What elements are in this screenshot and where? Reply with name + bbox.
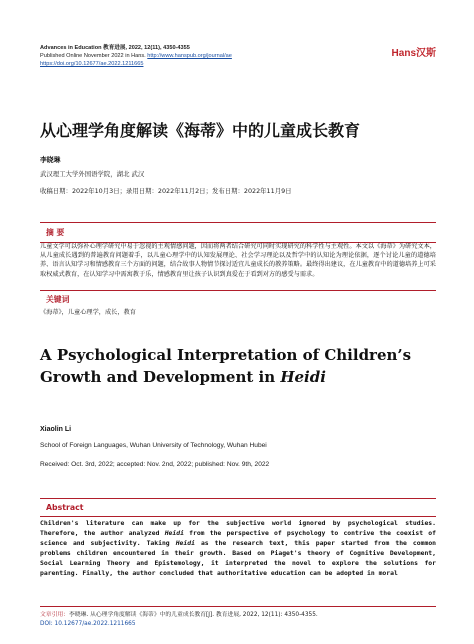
english-abstract: Children's literature can make up for the subjective world ignored by psychological studies. Therefore, the author analyzed Heidi from the perspective of psychology to contrive the coexist of science and subjectivity. Taking Heidi as the research text, this paper started from the common problems children encountered in their growth. Based on Piaget's theory of Cognitive Development, Social Learning Theory and Epistemology, it interpreted the novel to explore the solutions for parenting. Finally, the author concluded that authoritative education can be adopted in moral (40, 519, 437, 577)
english-title: A Psychological Interpretation of Children’s Growth and Development in Heidi (40, 346, 412, 386)
chinese-abstract-heading: 摘 要 (40, 222, 436, 243)
english-dates: Received: Oct. 3rd, 2022; accepted: Nov. 2nd, 2022; published: Nov. 9th, 2022 (40, 461, 270, 468)
journal-issue: 教育进展, 2022, 12(11), 4350-4355 (103, 45, 190, 51)
header-doi-link[interactable]: https://doi.org/10.12677/ae.2022.1211665 (40, 61, 144, 67)
chinese-abstract: 儿童文学可以弥补心理学研究中易于忽视的主观情感问题，因而将两者结合研究可同时实现研究的科学性与主观性。本文以《海蒂》为研究文本，从儿童成长遇到的普遍教育问题着手，以儿童心理学中的认知发展理论、社会学习理论以及哲学中的认知论为理论依据，逐个讨论儿童的道德培养、语言认知学习和情感教育三个方面的问题，结合故事人物情节探讨适宜儿童成长的教养策略。最终得出建议，在儿童教育中的道德培养上可采取权威式教育，在认知学习中需寓教于乐，情感教育里让孩子认识到真爱在于看到对方的感受与需求。 (40, 243, 436, 278)
citation-label: 文章引用： (40, 612, 69, 618)
english-affiliation: School of Foreign Languages, Wuhan University of Technology, Wuhan Hubei (40, 442, 267, 449)
chinese-dates: 收稿日期：2022年10月3日；录用日期：2022年11月2日；发布日期：2022年11月9日 (40, 187, 292, 195)
journal-header (40, 44, 436, 68)
chinese-affiliation: 武汉理工大学外国语学院，湖北 武汉 (40, 170, 145, 178)
chinese-keywords: 《海蒂》，儿童心理学，成长，教育 (40, 309, 136, 316)
chinese-author: 李晓琳 (40, 156, 61, 164)
chinese-title: 从心理学角度解读《海蒂》中的儿童成长教育 (40, 121, 361, 140)
hans-logo: Hans汉斯 (391, 48, 436, 59)
citation-footer (40, 606, 436, 629)
citation-text: 李晓琳. 从心理学角度解读《海蒂》中的儿童成长教育[J]. 教育进展, 2022, 12(11): 4350-4355. (69, 612, 318, 618)
journal-url-link[interactable]: http://www.hanspub.org/journal/ae (147, 53, 232, 59)
english-author: Xiaolin Li (40, 426, 72, 433)
english-abstract-heading: Abstract (40, 498, 436, 517)
journal-name: Advances in Education (40, 45, 102, 51)
chinese-keywords-heading: 关键词 (40, 290, 436, 307)
footer-doi[interactable]: DOI: 10.12677/ae.2022.1211665 (40, 621, 136, 627)
published-note: Published Online November 2022 in Hans. (40, 53, 146, 59)
